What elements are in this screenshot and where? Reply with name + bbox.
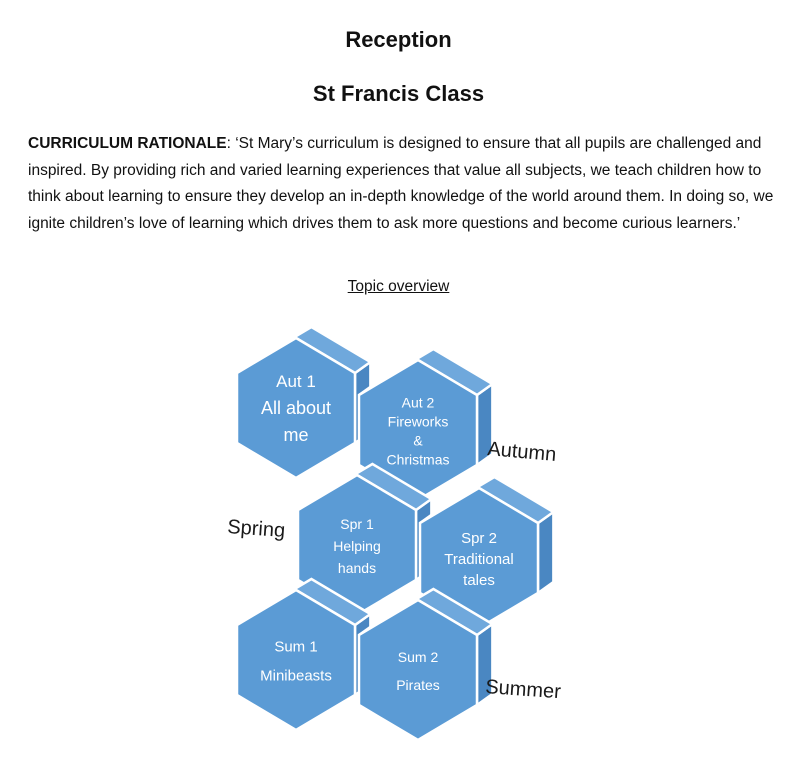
rationale-label: CURRICULUM RATIONALE [28,135,227,152]
topic-hexagon [359,589,492,740]
page-subtitle: St Francis Class [312,81,485,106]
topic-overview-heading: Topic overview [347,278,450,295]
season-label-spring: Spring [226,516,286,543]
hexagon-label-line: & [413,432,423,449]
hexagon-label-line: Spr 1 [340,516,374,532]
hexagon-label-line: Traditional [444,551,514,568]
topic-hexagon [237,327,370,478]
hexagon-label-line: Helping [333,538,381,554]
topic-hexagon [237,579,370,730]
hexagon-label-line: tales [463,572,495,589]
hexagon-label-line: Sum 2 [397,649,439,665]
hexagon-label-line: Sum 1 [274,638,318,656]
hexagon-label-line: Aut 1 [276,372,316,391]
hexagon-label-line: Pirates [396,677,440,693]
hexagon-label-line: hands [337,560,377,576]
season-label-summer: Summer [484,676,562,704]
hexagon-label-line: Spr 2 [461,530,497,547]
hexagon-label-line: Fireworks [387,413,449,430]
season-label-autumn: Autumn [486,438,558,466]
hexagon-side-face [538,512,553,593]
hexagon-label-line: Minibeasts [260,667,332,685]
rationale-text: : ‘St Mary’s curriculum is designed to ensure that all pupils are challenged and inspired. By providing rich and varied learning experiences that value all subjects, we teach children how to think about learning to ensure they develop an in-depth knowledge of the world around them. In doing so, we ignite children’s love of learning which drives them to ask more questions and become curious learners.’ [28,135,774,232]
page-title: Reception [345,27,452,52]
hexagon-label-line: me [283,425,309,445]
hexagon-label-line: Christmas [386,451,450,468]
hexagon-label-line: All about [260,398,332,418]
hexagon-label-line: Aut 2 [401,394,435,411]
